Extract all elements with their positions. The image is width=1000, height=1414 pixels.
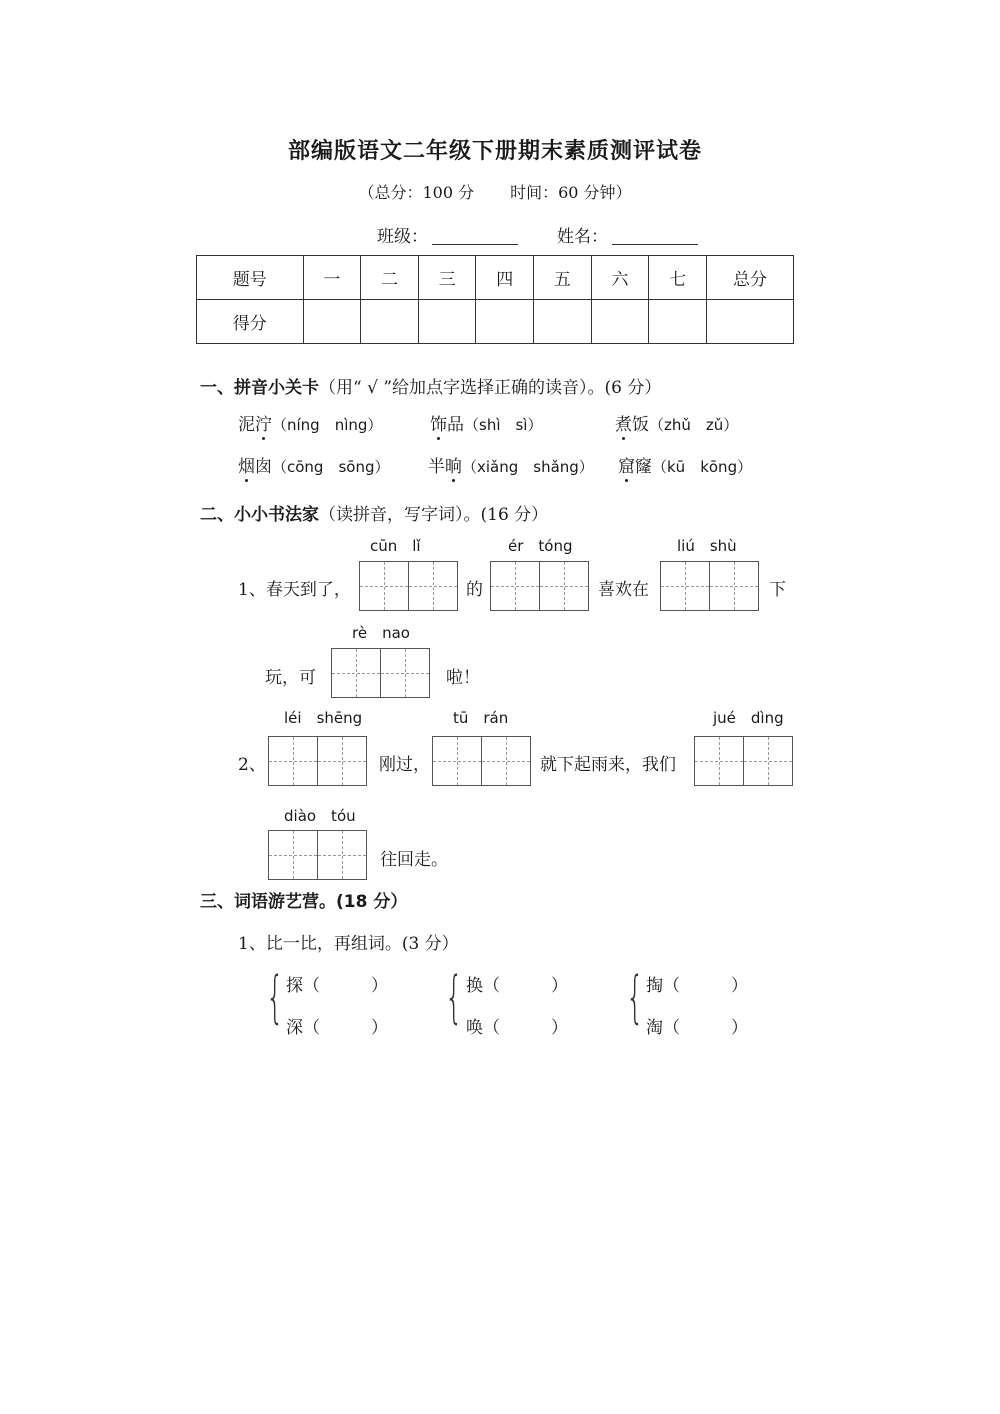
- table-header-cell: 题号: [197, 256, 304, 300]
- grid-cell[interactable]: [432, 736, 482, 786]
- pinyin-label: ér tóng: [508, 537, 573, 555]
- writing-grid[interactable]: [268, 736, 366, 786]
- grid-cell[interactable]: [359, 561, 409, 611]
- section-number: 一、: [200, 378, 234, 398]
- score-table-header: [197, 256, 794, 300]
- table-header-cell: 六: [591, 256, 649, 300]
- name-field[interactable]: [557, 222, 698, 247]
- writing-grid[interactable]: [432, 736, 530, 786]
- word-pair-item[interactable]: 淘（ ）: [646, 1018, 748, 1038]
- table-header-cell: 七: [649, 256, 707, 300]
- section-1-heading: [200, 373, 661, 398]
- page-title: 部编版语文二年级下册期末素质测评试卷: [287, 139, 702, 164]
- section-desc: （读拼音，写字词）。(16 分）: [319, 505, 549, 525]
- total-score-text: （总分：100 分: [358, 183, 475, 202]
- pinyin-options[interactable]: （kū kōng）: [652, 458, 753, 476]
- grid-cell[interactable]: [268, 736, 318, 786]
- sentence-part: 喜欢在: [598, 580, 649, 600]
- pinyin-label: diào tóu: [284, 807, 356, 825]
- score-cell[interactable]: [534, 300, 592, 344]
- question-text: 1、比一比，再组词。(3 分）: [238, 934, 459, 954]
- pinyin-item: [430, 410, 542, 435]
- grid-cell[interactable]: [481, 736, 531, 786]
- sentence-part: 下: [769, 580, 786, 600]
- pinyin-options[interactable]: （cōng sōng）: [272, 458, 390, 476]
- pinyin-label: léi shēng: [284, 709, 363, 727]
- word-pair-item[interactable]: 换（ ）: [466, 976, 568, 996]
- word-part: 品: [447, 415, 464, 435]
- grid-cell[interactable]: [709, 561, 759, 611]
- table-header-cell: 五: [534, 256, 592, 300]
- score-cell[interactable]: [649, 300, 707, 344]
- brace-icon: {: [445, 965, 463, 1030]
- writing-grid[interactable]: [331, 648, 429, 698]
- class-label: 班级：: [377, 227, 428, 247]
- pinyin-item: [618, 452, 752, 477]
- class-field[interactable]: [377, 222, 518, 247]
- score-cell[interactable]: [707, 300, 794, 344]
- question-number: 2、: [238, 755, 266, 775]
- sentence-part: 往回走。: [380, 850, 448, 870]
- grid-cell[interactable]: [743, 736, 793, 786]
- word-part: 饭: [632, 415, 649, 435]
- section-title: 小小书法家: [234, 505, 319, 525]
- score-cell[interactable]: [476, 300, 534, 344]
- score-cell[interactable]: [418, 300, 476, 344]
- exam-meta: [0, 180, 990, 203]
- section-number: 二、: [200, 505, 234, 525]
- table-header-cell: 一: [303, 256, 361, 300]
- pinyin-label: liú shù: [677, 537, 737, 555]
- dotted-char: 饰: [430, 410, 447, 435]
- section-desc: （用“ √ ”给加点字选择正确的读音）。(6 分）: [319, 378, 662, 398]
- word-part: 泥: [238, 415, 255, 435]
- sentence-part: 刚过，: [379, 755, 430, 775]
- dotted-char: 泞: [255, 410, 272, 435]
- score-table-row: [197, 300, 794, 344]
- section-title: 拼音小关卡: [234, 378, 319, 398]
- sentence-part: 玩，可: [265, 668, 316, 688]
- score-cell[interactable]: [303, 300, 361, 344]
- grid-cell[interactable]: [539, 561, 589, 611]
- name-label: 姓名：: [557, 227, 608, 247]
- score-cell[interactable]: [361, 300, 419, 344]
- word-part: 囱: [255, 457, 272, 477]
- pinyin-options[interactable]: （zhǔ zǔ）: [649, 416, 739, 434]
- sentence-part: 就下起雨来，我们: [540, 755, 676, 775]
- table-header-cell: 三: [418, 256, 476, 300]
- word-pair-item[interactable]: 探（ ）: [286, 976, 388, 996]
- pinyin-item: [238, 452, 389, 477]
- pinyin-options[interactable]: （shì sì）: [464, 416, 543, 434]
- sentence-part: 啦！: [446, 668, 480, 688]
- writing-grid[interactable]: [694, 736, 792, 786]
- grid-cell[interactable]: [317, 830, 367, 880]
- section-title: 词语游艺营。(18 分）: [234, 892, 408, 912]
- pinyin-label: rè nao: [352, 624, 410, 642]
- section-3-heading: [200, 887, 407, 912]
- grid-cell[interactable]: [490, 561, 540, 611]
- writing-grid[interactable]: [268, 830, 366, 880]
- writing-grid[interactable]: [660, 561, 758, 611]
- pinyin-item: [428, 452, 594, 477]
- brace-icon: {: [626, 965, 644, 1030]
- grid-cell[interactable]: [694, 736, 744, 786]
- section-number: 三、: [200, 892, 234, 912]
- table-header-cell: 总分: [707, 256, 794, 300]
- pinyin-item: [238, 410, 382, 435]
- dotted-char: 烟: [238, 452, 255, 477]
- score-table: [196, 255, 794, 344]
- brace-icon: {: [266, 965, 284, 1030]
- pinyin-options[interactable]: （xiǎng shǎng）: [462, 458, 594, 476]
- sentence-part: 春天到了，: [265, 580, 351, 600]
- question-text: [238, 575, 351, 600]
- pinyin-label: cūn lǐ: [370, 537, 421, 555]
- dotted-char: 晌: [445, 452, 462, 477]
- class-blank[interactable]: [432, 226, 518, 245]
- score-cell[interactable]: [591, 300, 649, 344]
- grid-cell[interactable]: [268, 830, 318, 880]
- grid-cell[interactable]: [660, 561, 710, 611]
- writing-grid[interactable]: [490, 561, 588, 611]
- name-blank[interactable]: [612, 226, 698, 245]
- word-pair-item[interactable]: 掏（ ）: [646, 976, 748, 996]
- word-pair-item[interactable]: 唤（ ）: [466, 1018, 568, 1038]
- pinyin-options[interactable]: （níng nìng）: [272, 416, 383, 434]
- pinyin-item: [615, 410, 738, 435]
- pinyin-label: tū rán: [453, 709, 509, 727]
- pinyin-label: jué dìng: [713, 709, 784, 727]
- sentence-part: 的: [466, 580, 483, 600]
- grid-cell[interactable]: [317, 736, 367, 786]
- grid-cell[interactable]: [380, 648, 430, 698]
- dotted-char: 煮: [615, 410, 632, 435]
- word-pair-item[interactable]: 深（ ）: [286, 1018, 388, 1038]
- word-part: 窿: [635, 457, 652, 477]
- dotted-char: 窟: [618, 452, 635, 477]
- grid-cell[interactable]: [408, 561, 458, 611]
- writing-grid[interactable]: [359, 561, 457, 611]
- section-2-heading: [200, 500, 548, 525]
- word-part: 半: [428, 457, 445, 477]
- time-text: 时间：60 分钟）: [510, 183, 632, 202]
- question-number: 1、: [238, 580, 266, 600]
- table-header-cell: 二: [361, 256, 419, 300]
- table-header-cell: 四: [476, 256, 534, 300]
- grid-cell[interactable]: [331, 648, 381, 698]
- row-label: 得分: [197, 300, 304, 344]
